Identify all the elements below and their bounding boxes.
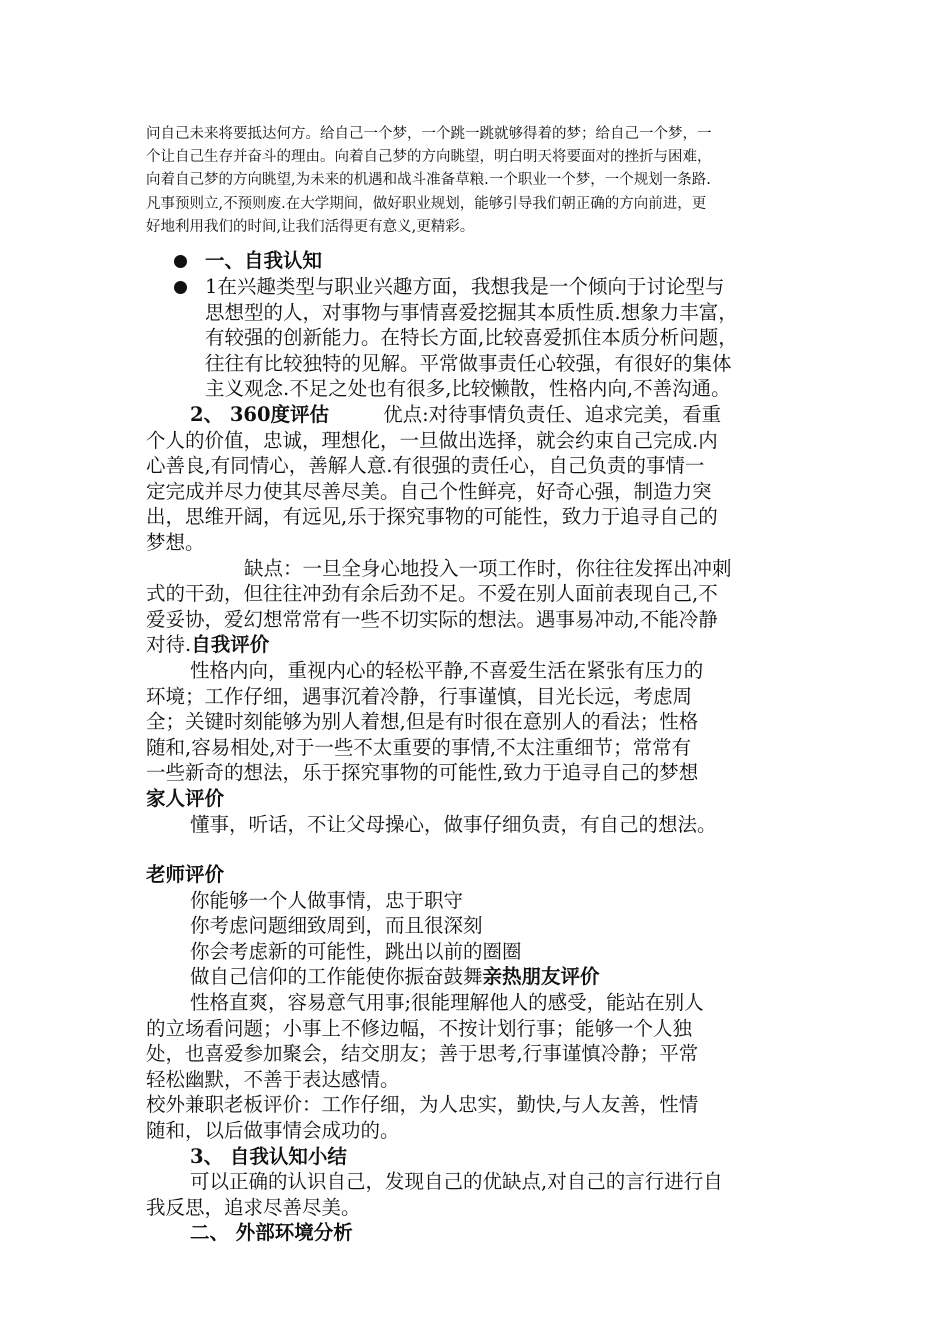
text-line: 随和，以后做事情会成功的。 [146,1119,400,1143]
text-line: 个让自己生存并奋斗的理由。向着自己梦的方向眺望，明白明天将要面对的挫折与困难， [146,149,712,166]
text-line: 处，也喜爱参加聚会，结交朋友；善于思考,行事谨慎冷静；平常 [146,1042,699,1066]
text-line: 好地利用我们的时间,让我们活得更有意义,更精彩。 [146,218,475,235]
strengths-intro: 优点:对待事情负责任、追求完美，看重 [383,403,722,426]
text-line: 你能够一个人做事情，忠于职守 [190,888,464,912]
section-heading: 一、自我认知 [205,249,323,272]
text-line [146,632,808,658]
text-line: 主义观念.不足之处也有很多,比较懒散，性格内向,不善沟通。 [205,377,731,401]
text-line: 缺点：一旦全身心地投入一项工作时，你往往发挥出冲刺 [244,556,732,580]
text-line: 性格内向，重视内心的轻松平静,不喜爱生活在紧张有压力的 [190,658,704,682]
self-eval-heading: 自我评价 [191,633,270,657]
text-line: 可以正确的认识自己，发现自己的优缺点,对自己的言行进行自 [190,1170,723,1194]
text-line: 的立场看问题；小事上不修边幅，不按计划行事；能够一个人独 [146,1016,693,1040]
text-line: 梦想。 [146,530,205,554]
subsection-heading: 2、 360度评估 [190,403,330,426]
section-heading: 二、 外部环境分析 [190,1221,353,1245]
family-eval-heading: 家人评价 [146,786,225,810]
text-line: 问自己未来将要抵达何方。给自己一个梦，一个跳一跳就够得着的梦；给自己一个梦，一 [146,126,712,142]
interest-paragraph [205,274,815,402]
text-line: 轻松幽默，不善于表达感情。 [146,1067,400,1091]
text-line: 式的干劲，但往往冲劲有余后劲不足。不爱在别人面前表现自己,不 [146,582,718,606]
text-line [146,402,808,428]
text-line: 懂事，听话，不让父母操心，做事仔细负责，有自己的想法。 [190,812,717,836]
summary-heading: 3、 自我认知小结 [190,1144,347,1168]
text-line: 定完成并尽力使其尽善尽美。自己个性鲜亮，好奇心强，制造力突 [146,479,712,503]
blank-line [146,837,808,862]
text-line: 一些新奇的想法，乐于探究事物的可能性,致力于追寻自己的梦想 [146,761,699,785]
text-line: 爱妥协，爱幻想常常有一些不切实际的想法。遇事易冲动,不能冷静 [146,607,718,631]
text-line: 向着自己梦的方向眺望,为未来的机遇和战斗准备草粮.一个职业一个梦，一个规划一条路. [146,172,711,189]
text-line: 思想型的人，对事物与事情喜爱挖掘其本质性质.想象力丰富， [205,300,738,324]
text-line: 1在兴趣类型与职业兴趣方面，我想我是一个倾向于讨论型与 [205,275,725,298]
text-line: 校外兼职老板评价：工作仔细，为人忠实，勤快,与人友善，性情 [146,1093,699,1117]
text-line: 环境；工作仔细，遇事沉着冷静，行事谨慎，目光长远，考虑周 [146,684,693,708]
text-line: 出，思维开阔，有远见,乐于探究事物的可能性，致力于追寻自己的 [146,505,718,529]
weakness-end: 对待. [146,633,192,657]
evaluation-section [146,402,808,1246]
bullet-icon [174,281,187,294]
text-line: 凡事预则立,不预则废.在大学期间，做好职业规划，能够引导我们朝正确的方向前进，更 [146,195,707,212]
text-line [146,964,808,990]
teacher-eval-heading: 老师评价 [146,863,225,887]
bullet-icon [174,255,187,268]
text-line: 心善良,有同情心，善解人意.有很强的责任心，自己负责的事情一 [146,454,705,478]
text-line: 全；关键时刻能够为别人着想,但是有时很在意别人的看法；性格 [146,710,699,734]
teacher-eval-last: 做自己信仰的工作能使你振奋鼓舞 [190,965,483,989]
text-line: 个人的价值，忠诚，理想化，一旦做出选择，就会约束自己完成.内 [146,428,718,452]
text-line: 往往有比较独特的见解。平常做事责任心较强，有很好的集体 [205,351,732,375]
text-line: 你考虑问题细致周到，而且很深刻 [190,914,483,938]
text-line: 你会考虑新的可能性，跳出以前的圈圈 [190,939,522,963]
text-line: 性格直爽，容易意气用事;很能理解他人的感受，能站在别人 [190,991,704,1015]
text-line: 随和,容易相处,对于一些不太重要的事情,不太注重细节；常常有 [146,735,692,759]
text-line: 我反思，追求尽善尽美。 [146,1195,361,1219]
intro-paragraph [146,123,808,239]
text-line: 有较强的创新能力。在特长方面,比较喜爱抓住本质分析问题， [205,326,738,350]
friend-eval-heading: 亲热朋友评价 [482,965,600,989]
